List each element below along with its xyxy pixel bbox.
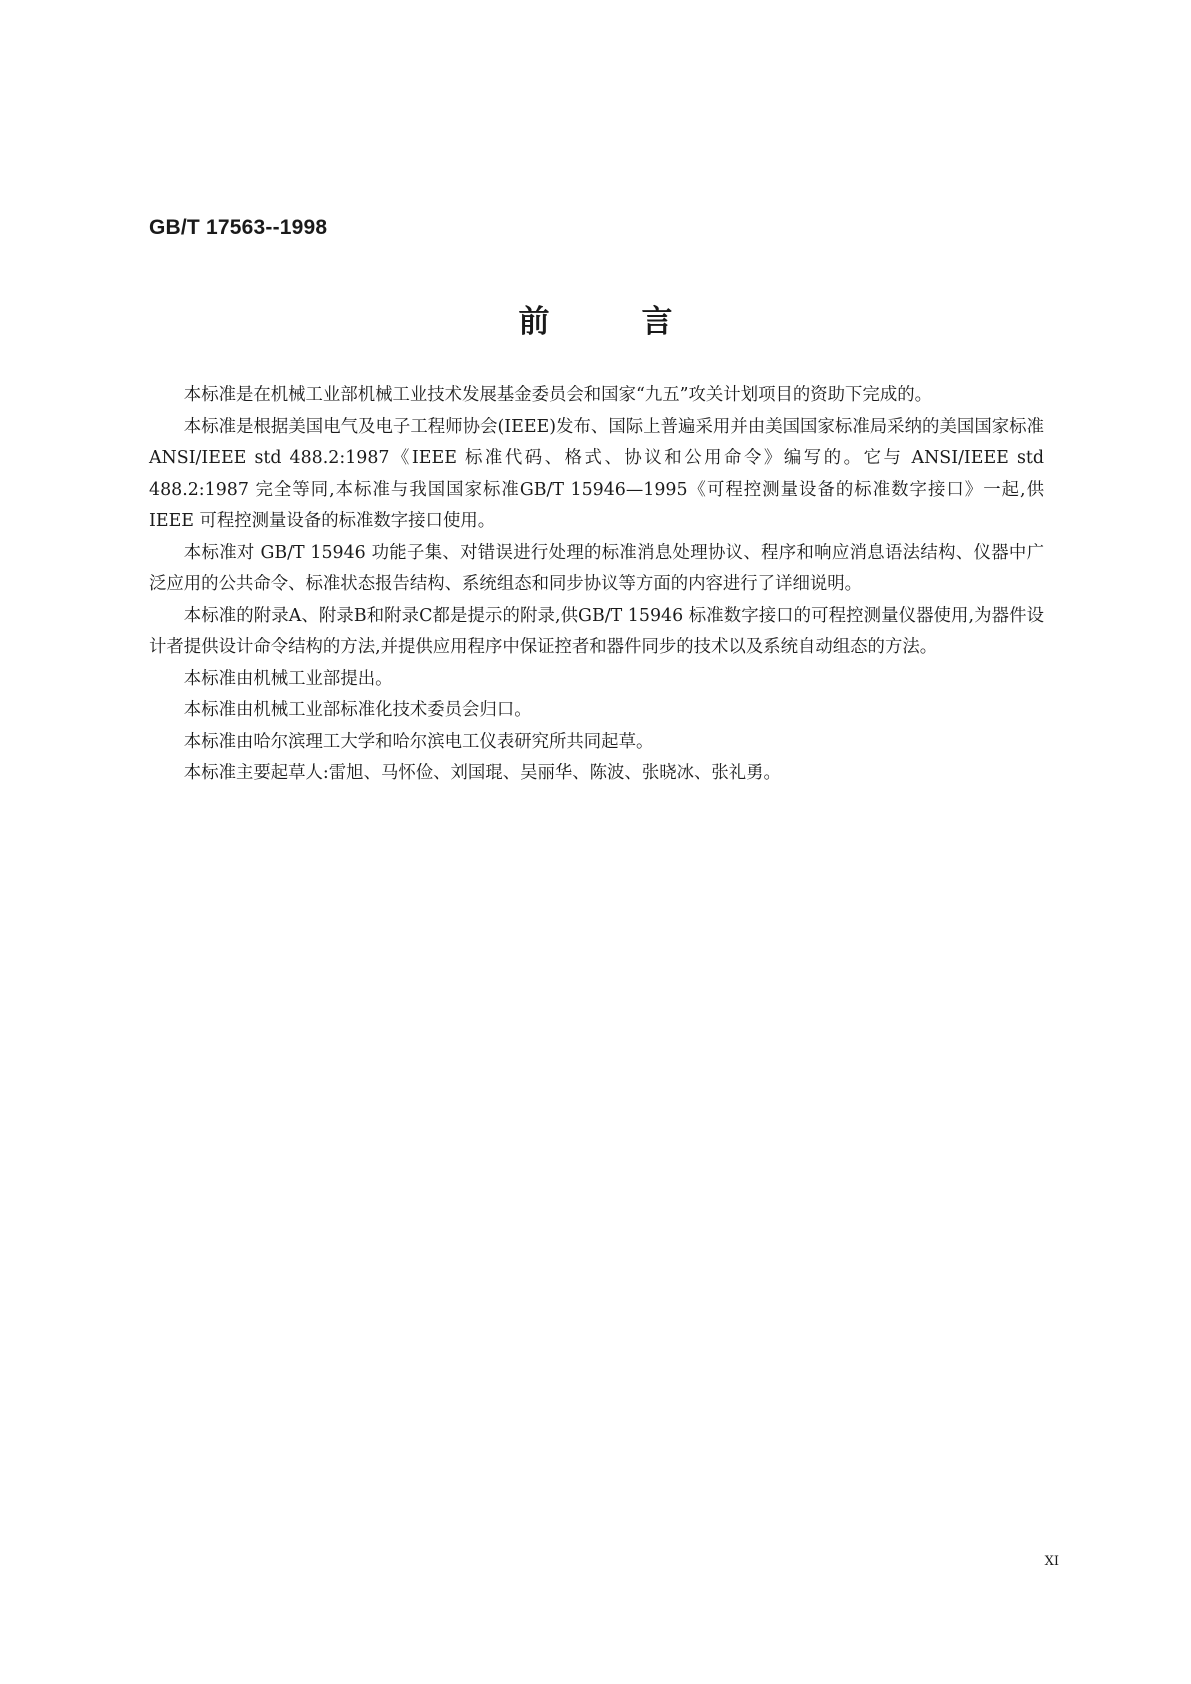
page-number: XI	[1044, 1554, 1059, 1569]
document-code: GB/T 17563--1998	[149, 216, 328, 239]
paragraph: 本标准的附录A、附录B和附录C都是提示的附录,供GB/T 15946 标准数字接口的可程控测量仪器使用,为器件设计者提供设计命令结构的方法,并提供应用程序中保证控者和器件同步的技术以及系统自动组态的方法。	[149, 605, 1044, 657]
paragraph: 本标准是根据美国电气及电子工程师协会(IEEE)发布、国际上普遍采用并由美国国家标准局采纳的美国国家标准 ANSI/IEEE std 488.2:1987《IEEE 标准代码、格式、协议和公用命令》编写的。它与 ANSI/IEEE std 488.2:1987 完全等同,本标准与我国国家标准GB/T 15946—1995《可程控测量设备的标准数字接口》一起,供 IEEE 可程控测量设备的标准数字接口使用。	[149, 416, 1044, 531]
paragraph: 本标准主要起草人:雷旭、马怀俭、刘国琨、吴丽华、陈波、张晓冰、张礼勇。	[183, 763, 781, 783]
paragraph: 本标准由哈尔滨理工大学和哈尔滨电工仪表研究所共同起草。	[183, 731, 654, 752]
paragraph: 本标准是在机械工业部机械工业技术发展基金委员会和国家“九五”攻关计划项目的资助下完成的。	[183, 385, 932, 405]
paragraph: 本标准由机械工业部标准化技术委员会归口。	[183, 700, 532, 720]
paragraph: 本标准由机械工业部提出。	[183, 668, 393, 689]
preface-body	[149, 380, 1044, 790]
paragraph: 本标准对 GB/T 15946 功能子集、对错误进行处理的标准消息处理协议、程序和响应消息语法结构、仪器中广泛应用的公共命令、标准状态报告结构、系统组态和同步协议等方面的内容进行了详细说明。	[149, 542, 1044, 594]
page-title: 前言	[518, 304, 765, 340]
